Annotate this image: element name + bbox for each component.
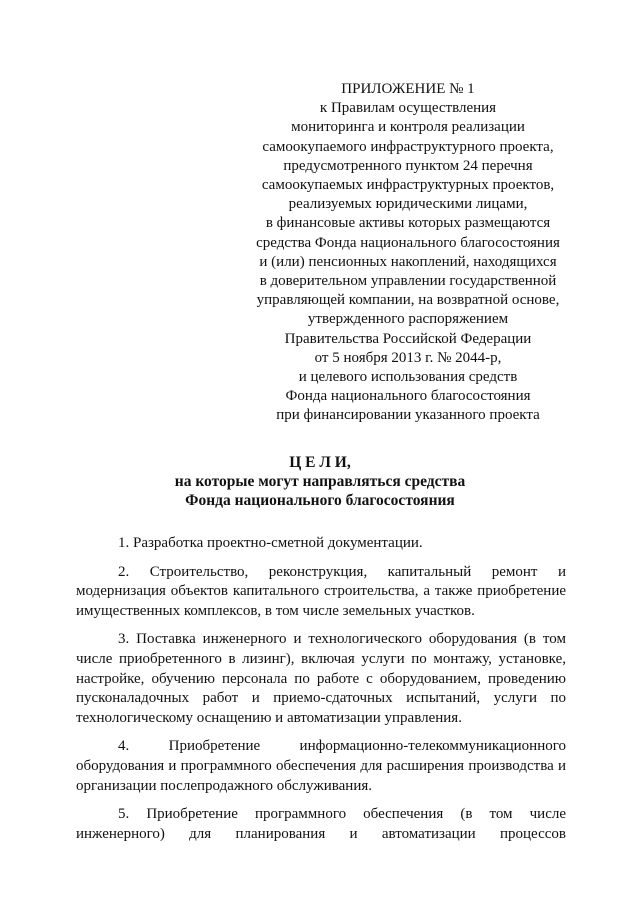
document-heading [60, 453, 580, 510]
appendix-line: в финансовые активы которых размещаются [265, 215, 551, 232]
appendix-line: самоокупаемых инфраструктурных проектов, [261, 177, 555, 194]
appendix-line: управляющей компании, на возвратной основе, [256, 292, 560, 309]
appendix-block [248, 80, 568, 426]
appendix-title: ПРИЛОЖЕНИЕ № 1 [341, 81, 475, 97]
appendix-line: самоокупаемого инфраструктурного проекта, [262, 138, 554, 155]
appendix-line: утвержденного распоряжением [307, 311, 509, 328]
goals-list [76, 534, 566, 853]
heading-title: Ц Е Л И, [289, 454, 351, 471]
appendix-line: реализуемых юридическими лицами, [288, 196, 528, 213]
appendix-line: от 5 ноября 2013 г. № 2044-р, [314, 349, 502, 366]
appendix-line: при финансировании указанного проекта [276, 407, 540, 424]
appendix-line: средства Фонда национального благосостояния [256, 234, 560, 251]
appendix-line: и целевого использования средств [298, 369, 518, 386]
appendix-line: Фонда национального благосостояния [285, 388, 531, 405]
heading-subtitle: на которые могут направляться средства [174, 473, 466, 490]
list-item: 5. Приобретение программного обеспечения (в том числе инженерного) для планирования и автоматизации процессов [76, 806, 566, 842]
appendix-line: и (или) пенсионных накоплений, находящихся [259, 253, 557, 270]
appendix-line: предусмотренного пунктом 24 перечня [283, 157, 533, 174]
appendix-line: в доверительном управлении государственной [259, 273, 557, 290]
list-item: 2. Строительство, реконструкция, капитальный ремонт и модернизация объектов капитального строительства, а также приобретение имущественных комплексов, в том числе земельных участков. [76, 563, 566, 619]
heading-subtitle: Фонда национального благосостояния [185, 492, 455, 509]
appendix-line: к Правилам осуществления [319, 100, 497, 117]
appendix-line: мониторинга и контроля реализации [291, 119, 525, 136]
list-item: 1. Разработка проектно-сметной документации. [118, 535, 423, 551]
list-item: 4. Приобретение информационно-телекоммуникационного оборудования и программного обеспечения для расширения производства и организации послепродажного обслуживания. [76, 738, 566, 794]
appendix-line: Правительства Российской Федерации [284, 330, 532, 347]
list-item: 3. Поставка инженерного и технологического оборудования (в том числе приобретенного в лизинг), включая услуги по монтажу, установке, настройке, обучению персонала по работе с оборудованием, проведению пусконаладочных работ и приемо-сдаточных испытаний, услуги по технологическому оснащению и автоматизации управления. [76, 631, 566, 726]
